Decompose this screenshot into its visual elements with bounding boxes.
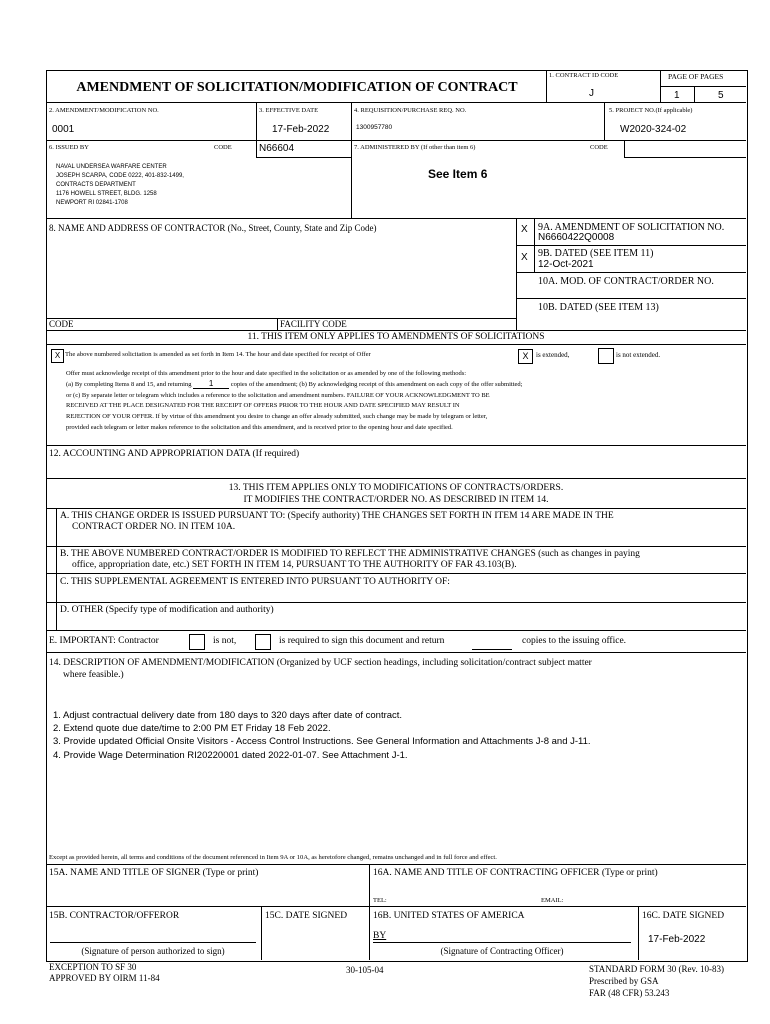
effective-date-value: 17-Feb-2022	[272, 124, 330, 135]
project-no-value: W2020-324-02	[620, 124, 687, 135]
project-no-label: 5. PROJECT NO.(If applicable)	[609, 107, 693, 114]
issued-code-value: N66604	[259, 143, 295, 154]
is-required-label: is required to sign this document and return	[279, 636, 445, 646]
important-label: E. IMPORTANT: Contractor	[49, 636, 159, 646]
copies-to-office-label: copies to the issuing office.	[522, 636, 627, 646]
admin-code-label: CODE	[590, 144, 608, 151]
item11-not-extended-checkbox[interactable]	[598, 348, 614, 364]
item14-label: 14. DESCRIPTION OF AMENDMENT/MODIFICATION (Organized by UCF section headings, including solicitation/contract subject matter where feasible.)	[49, 658, 592, 680]
item11-instructions: Offer must acknowledge receipt of this amendment prior to the hour and date specified in the solicitation or as amended by one of the following methods: (a) By completing Items 8 and 15, and returning 1 copies of the amendment; (b) By acknowledging receipt of this amendment on each copy of the offer submitted; or (c) By separate letter or telegram which includes a reference to the solicitation and amendment numbers. FAILURE OF YOUR ACKNOWLEDGMENT TO BE RECEIVED AT THE PLACE DESIGNATED FOR THE RECEIPT OF OFFERS PRIOR TO THE HOUR AND DATE SPECIFIED MAY RESULT IN REJECTION OF YOUR OFFER. If by virtue of this amendment you desire to change an offer already submitted, such change may be made by telegram or letter, provided each telegram or letter makes reference to the solicitation and this amendment, and is received prior to the opening hour and date specified.	[66, 370, 523, 431]
footer-right: STANDARD FORM 30 (Rev. 10-83) Prescribed by GSA FAR (48 CFR) 53.243	[589, 964, 724, 998]
contractor-code-label: CODE	[49, 319, 74, 329]
effective-date-label: 3. EFFECTIVE DATE	[259, 107, 319, 114]
item11-extended-label: is extended,	[536, 351, 570, 359]
requisition-label: 4. REQUISITION/PURCHASE REQ. NO.	[354, 107, 467, 114]
administered-by-value: See Item 6	[428, 167, 488, 181]
officer-email-label: EMAIL:	[541, 897, 564, 904]
item10a-label: 10A. MOD. OF CONTRACT/ORDER NO.	[538, 276, 714, 287]
footer-left: EXCEPTION TO SF 30 APPROVED BY OIRM 11-84	[49, 962, 160, 983]
item9a-label: 9A. AMENDMENT OF SOLICITATION NO.	[538, 222, 725, 233]
contract-id-label: 1. CONTRACT ID CODE	[549, 72, 619, 79]
officer-date-signed-value: 17-Feb-2022	[648, 934, 706, 945]
contractor-offeror-label: 15B. CONTRACTOR/OFFEROR	[49, 911, 180, 921]
officer-name-label: 16A. NAME AND TITLE OF CONTRACTING OFFICER (Type or print)	[373, 868, 658, 878]
signer-name-label: 15A. NAME AND TITLE OF SIGNER (Type or print)	[49, 868, 259, 878]
contractor-signature-line[interactable]	[50, 942, 256, 943]
form-title: AMENDMENT OF SOLICITATION/MODIFICATION OF CONTRACT	[76, 80, 518, 95]
item14-line-4: 4. Provide Wage Determination RI20220001 dated 2022-01-07. See Attachment J-1.	[53, 749, 408, 761]
page-number: 1	[674, 90, 680, 101]
page-of-pages-label: PAGE OF PAGES	[668, 72, 724, 81]
item11-amended-text: The above numbered solicitation is amended as set forth in Item 14. The hour and date specified for receipt of Offer	[65, 351, 371, 358]
amendment-no-value: 0001	[52, 124, 75, 135]
issued-by-address: NAVAL UNDERSEA WARFARE CENTER JOSEPH SCARPA, CODE 0222, 401-832-1499, CONTRACTS DEPARTMENT 1176 HOWELL STREET, BLDG. 1258 NEWPORT RI 02841-1708	[56, 164, 184, 206]
item9a-value: N6660422Q0008	[538, 232, 615, 243]
footer-center: 30-105-04	[346, 965, 384, 975]
item13d-text: D. OTHER (Specify type of modification and authority)	[60, 605, 274, 615]
item9b-checkbox[interactable]: X	[521, 252, 528, 263]
contractor-name-label: 8. NAME AND ADDRESS OF CONTRACTOR (No., Street, County, State and Zip Code)	[49, 223, 377, 233]
item11-heading: 11. THIS ITEM ONLY APPLIES TO AMENDMENTS OF SOLICITATIONS	[247, 332, 545, 342]
contractor-is-not-checkbox[interactable]	[189, 634, 205, 650]
officer-tel-label: TEL:	[373, 897, 387, 904]
issued-by-label: 6. ISSUED BY	[49, 144, 89, 151]
item13a-text: A. THIS CHANGE ORDER IS ISSUED PURSUANT TO: (Specify authority) THE CHANGES SET FORTH IN ITEM 14 ARE MADE IN THE CONTRACT ORDER NO. IN ITEM 10A.	[60, 511, 614, 532]
officer-signature-caption: (Signature of Contracting Officer)	[440, 946, 564, 956]
item13b-text: B. THE ABOVE NUMBERED CONTRACT/ORDER IS MODIFIED TO REFLECT THE ADMINISTRATIVE CHANGES (such as changes in paying office, appropriation date, etc.) SET FORTH IN ITEM 14, PURSUANT TO THE AUTHORITY OF FAR 43.103(B).	[60, 549, 640, 570]
contractor-signature-caption: (Signature of person authorized to sign)	[81, 946, 225, 956]
item9a-checkbox[interactable]: X	[521, 224, 528, 235]
item14-line-1: 1. Adjust contractual delivery date from 180 days to 320 days after date of contract.	[53, 710, 403, 721]
item14-line-2: 2. Extend quote due date/time to 2:00 PM ET Friday 18 Feb 2022.	[53, 723, 331, 735]
item11-not-extended-label: is not extended.	[616, 351, 661, 359]
item13-heading: 13. THIS ITEM APPLIES ONLY TO MODIFICATIONS OF CONTRACTS/ORDERS. IT MODIFIES THE CONTRACT/ORDER NO. AS DESCRIBED IN ITEM 14.	[228, 483, 564, 505]
total-pages: 5	[718, 90, 724, 101]
by-label: BY	[373, 931, 387, 941]
item13c-text: C. THIS SUPPLEMENTAL AGREEMENT IS ENTERED INTO PURSUANT TO AUTHORITY OF:	[60, 577, 450, 587]
item9b-value: 12-Oct-2021	[538, 259, 594, 270]
item14-description-list	[53, 709, 591, 762]
item10b-label: 10B. DATED (SEE ITEM 13)	[538, 302, 659, 313]
amendment-no-label: 2. AMENDMENT/MODIFICATION NO.	[49, 107, 159, 114]
item11-amended-checkbox[interactable]: X	[51, 349, 64, 363]
is-not-label: is not,	[213, 636, 237, 646]
item11-copies-value: 1	[193, 380, 229, 389]
officer-signature-line[interactable]	[373, 942, 631, 943]
contractor-required-checkbox[interactable]	[255, 634, 271, 650]
item9b-label: 9B. DATED (SEE ITEM 11)	[538, 248, 654, 259]
item11-extended-checkbox[interactable]: X	[518, 349, 533, 364]
administered-by-label: 7. ADMINISTERED BY (If other than item 6)	[354, 144, 476, 151]
item14-except-note: Except as provided herein, all terms and conditions of the document referenced in Item 9A or 10A, as heretofore changed, remains unchanged and in full force and effect.	[49, 854, 497, 861]
contract-id-value: J	[589, 88, 594, 99]
facility-code-label: FACILITY CODE	[280, 319, 347, 329]
issued-code-label: CODE	[214, 144, 232, 151]
item12-label: 12. ACCOUNTING AND APPROPRIATION DATA (If required)	[49, 449, 300, 459]
requisition-value: 1300957780	[356, 124, 393, 131]
officer-date-signed-label: 16C. DATE SIGNED	[642, 911, 725, 921]
item14-line-3: 3. Provide updated Official Onsite Visitors - Access Control Instructions. See General Information and Attachments J-8 and J-11.	[53, 736, 591, 748]
usa-label: 16B. UNITED STATES OF AMERICA	[373, 911, 525, 921]
contractor-date-signed-label: 15C. DATE SIGNED	[265, 911, 348, 921]
